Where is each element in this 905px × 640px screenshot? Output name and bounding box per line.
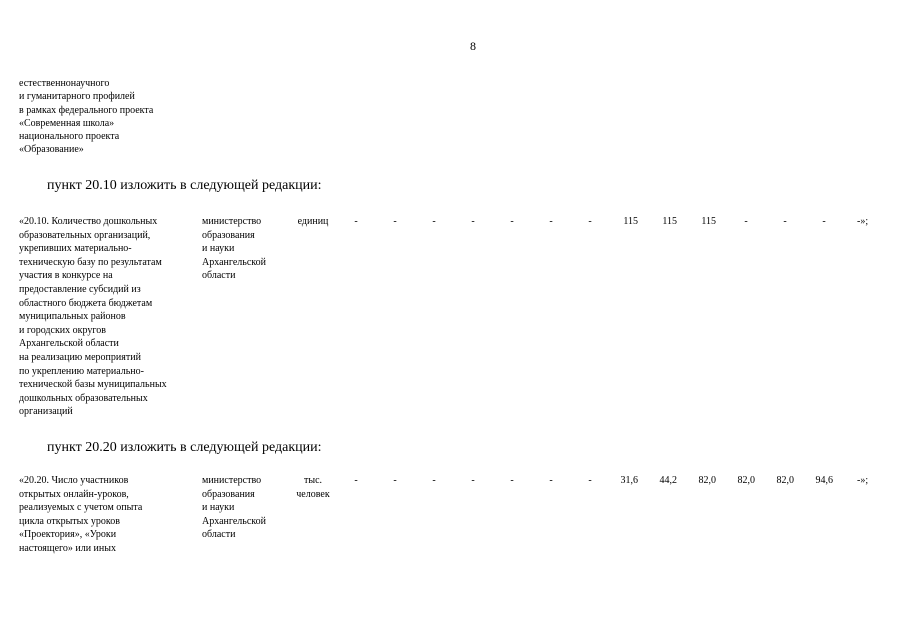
- intro-line: национального проекта: [19, 131, 120, 143]
- row2-value: -: [510, 475, 514, 486]
- name-line: дошкольных образовательных: [19, 392, 148, 404]
- name-line: предоставление субсидий из: [19, 283, 141, 295]
- unit-line: тыс.: [303, 475, 323, 486]
- name-line: настоящего» или иных: [19, 542, 116, 554]
- row1-value: -: [471, 216, 475, 227]
- name-line: технической базы муниципальных: [19, 379, 167, 391]
- row1-value: -: [588, 216, 592, 227]
- row1-indicator-name: [19, 215, 167, 419]
- row1-value: -: [783, 216, 787, 227]
- ministry-line: министерство: [202, 475, 262, 486]
- row1-value: 115: [662, 216, 677, 227]
- name-line: участия в конкурсе на: [19, 270, 113, 282]
- page-number: 8: [470, 39, 476, 53]
- row2-value: -»;: [857, 475, 869, 486]
- row2-value: 31,6: [620, 475, 638, 486]
- name-line: Архангельской области: [19, 338, 119, 350]
- name-line: и городских округов: [19, 324, 106, 336]
- row2-indicator-name: [19, 474, 142, 556]
- intro-line: и гуманитарного профилей: [19, 91, 135, 103]
- row2-value: -: [549, 475, 553, 486]
- name-line: областного бюджета бюджетам: [19, 297, 153, 309]
- name-line: образовательных организаций,: [19, 229, 151, 241]
- intro-text: [19, 77, 153, 157]
- row1-value: -»;: [857, 216, 869, 227]
- name-line: реализуемых с учетом опыта: [19, 502, 143, 514]
- row1-value: -: [822, 216, 826, 227]
- instruction-20-10: пункт 20.10 изложить в следующей редакции:: [47, 178, 322, 193]
- name-line: муниципальных районов: [19, 311, 126, 323]
- row2-value: 82,0: [737, 475, 755, 486]
- intro-line: «Образование»: [19, 144, 84, 156]
- ministry-line: Архангельской: [202, 515, 266, 527]
- row1-value: -: [354, 216, 358, 227]
- row1-value: -: [744, 216, 748, 227]
- ministry-line: области: [202, 529, 236, 541]
- row2-unit: [290, 474, 336, 501]
- row1-value: 115: [623, 216, 638, 227]
- ministry-line: области: [202, 270, 236, 282]
- name-line: укрепивших материально-: [19, 243, 132, 255]
- name-line: организаций: [19, 406, 73, 418]
- ministry-line: образования: [202, 229, 255, 241]
- row1-ministry: [202, 215, 266, 283]
- unit-line: единиц: [297, 216, 329, 227]
- instruction-20-20: пункт 20.20 изложить в следующей редакции:: [47, 440, 322, 455]
- name-line: «Проектория», «Уроки: [19, 529, 117, 541]
- row1-value: -: [549, 216, 553, 227]
- name-line: на реализацию мероприятий: [19, 351, 141, 363]
- row1-value: -: [432, 216, 436, 227]
- name-line: «20.10. Количество дошкольных: [19, 216, 158, 227]
- name-line: «20.20. Число участников: [19, 475, 129, 486]
- name-line: техническую базу по результатам: [19, 256, 162, 268]
- intro-line: в рамках федерального проекта: [19, 104, 154, 116]
- row2-value: -: [588, 475, 592, 486]
- unit-line: человек: [296, 488, 330, 500]
- intro-line: естественнонаучного: [19, 78, 110, 89]
- row1-unit: [290, 215, 336, 229]
- row1-value: -: [393, 216, 397, 227]
- row2-value: 82,0: [698, 475, 716, 486]
- name-line: цикла открытых уроков: [19, 515, 120, 527]
- row2-value: -: [432, 475, 436, 486]
- intro-line: «Современная школа»: [19, 117, 115, 129]
- ministry-line: и науки: [202, 243, 235, 255]
- row2-value: -: [354, 475, 358, 486]
- ministry-line: Архангельской: [202, 256, 266, 268]
- row2-value: 94,6: [815, 475, 833, 486]
- name-line: открытых онлайн-уроков,: [19, 488, 129, 500]
- ministry-line: министерство: [202, 216, 262, 227]
- row1-value: 115: [701, 216, 716, 227]
- row1-value: -: [510, 216, 514, 227]
- row2-value: -: [393, 475, 397, 486]
- row2-value: 44,2: [659, 475, 677, 486]
- row2-value: 82,0: [776, 475, 794, 486]
- row2-ministry: [202, 474, 266, 542]
- ministry-line: и науки: [202, 502, 235, 514]
- row2-value: -: [471, 475, 475, 486]
- name-line: по укреплению материально-: [19, 365, 144, 377]
- ministry-line: образования: [202, 488, 255, 500]
